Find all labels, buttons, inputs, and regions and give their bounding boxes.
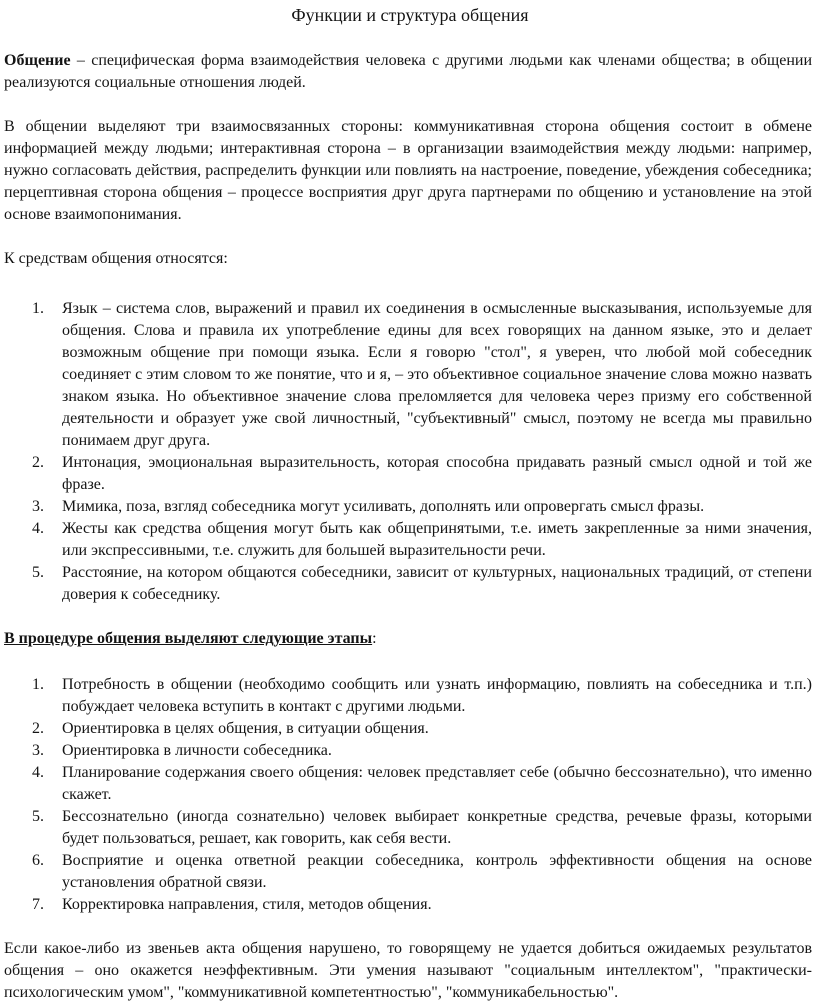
communication-sides-paragraph: В общении выделяют три взаимосвязанных стороны: коммуникативная сторона общения состоит в обмене информацией между людьми; интерактивная сторона – в организации взаимодействия между людьми: например, нужно согласовать действия, распределить функции или повлиять на настроение, поведение, убеждения собеседника; перцептивная сторона общения – процессе восприятия друг друга партнерами по общению и установление на этой основе взаимопонимания.: [4, 118, 812, 223]
list-item: [4, 452, 812, 496]
list-item: [4, 740, 812, 762]
stages-heading: В процедуре общения выделяют следующие этапы: [4, 630, 373, 647]
list-item: [4, 806, 812, 850]
stages-heading-paragraph: [4, 628, 812, 650]
list-item: [4, 496, 812, 518]
means-list: [4, 298, 816, 606]
page-title: Функции и структура общения: [291, 5, 529, 25]
list-number: 1.: [32, 676, 44, 693]
list-item: [4, 518, 812, 562]
means-intro: К средствам общения относятся:: [4, 250, 228, 267]
list-number: 4.: [32, 520, 44, 537]
list-item-text: Потребность в общении (необходимо сообщить или узнать информацию, повлиять на собеседника и т.п.) побуждает человека вступить в контакт с другими людьми.: [62, 676, 812, 715]
definition-paragraph: [4, 50, 812, 94]
list-item-text: Расстояние, на котором общаются собеседники, зависит от культурных, национальных традиций, от степени доверия к собеседнику.: [62, 564, 812, 603]
list-item: [4, 298, 812, 452]
list-item: [4, 894, 812, 916]
list-number: 1.: [32, 300, 44, 317]
stages-heading-colon: :: [372, 630, 377, 647]
list-item: [4, 762, 812, 806]
list-item-text: Жесты как средства общения могут быть как общепринятыми, т.е. иметь закрепленные за ними значения, или экспрессивными, т.е. служить для большей выразительности речи.: [62, 520, 812, 559]
list-number: 3.: [32, 498, 44, 515]
document-page: [0, 4, 816, 1001]
list-item-text: Ориентировка в личности собеседника.: [62, 742, 332, 759]
list-item: [4, 850, 812, 894]
list-item-text: Интонация, эмоциональная выразительность, которая способна придавать разный смысл одной и той же фразе.: [62, 454, 812, 493]
list-number: 5.: [32, 808, 44, 825]
stages-list: [4, 674, 816, 916]
list-item: [4, 718, 812, 740]
list-item: [4, 674, 812, 718]
list-item-text: Корректировка направления, стиля, методов общения.: [62, 896, 432, 913]
list-number: 3.: [32, 742, 44, 759]
list-item-text: Ориентировка в целях общения, в ситуации общения.: [62, 720, 429, 737]
list-number: 4.: [32, 764, 44, 781]
definition-term: Общение: [4, 52, 71, 69]
definition-text: – специфическая форма взаимодействия человека с другими людьми как членами общества; в общении реализуются социальные отношения людей.: [4, 52, 812, 91]
list-number: 7.: [32, 896, 44, 913]
list-item: [4, 562, 812, 606]
list-item-text: Бессознательно (иногда сознательно) человек выбирает конкретные средства, речевые фразы, которыми будет пользоваться, решает, как говорить, как себя вести.: [62, 808, 812, 847]
list-item-text: Мимика, поза, взгляд собеседника могут усиливать, дополнять или опровергать смысл фразы.: [62, 498, 705, 515]
conclusion-paragraph: Если какое-либо из звеньев акта общения нарушено, то говорящему не удается добиться ожидаемых результатов общения – оно окажется неэффективным. Эти умения называют "социальным интеллектом", "практически-психологическим умом", "коммуникативной компетентностью", "коммуникабельностью".: [4, 940, 812, 1001]
list-number: 2.: [32, 454, 44, 471]
list-item-text: Язык – система слов, выражений и правил их соединения в осмысленные высказывания, используемые для общения. Слова и правила их употребление едины для всех говорящих на данном языке, это и делает возможным общение при помощи языка. Если я говорю "стол", я уверен, что любой мой собеседник соединяет с этим словом то же понятие, что и я, – это объективное социальное значение слова можно назвать знаком языка. Но объективное значение слова преломляется для человека через призму его собственной деятельности и образует уже свой личностный, "субъективный" смысл, поэтому не всегда мы правильно понимаем друг друга.: [62, 300, 812, 449]
list-item-text: Планирование содержания своего общения: человек представляет себе (обычно бессознательно), что именно скажет.: [62, 764, 812, 803]
list-item-text: Восприятие и оценка ответной реакции собеседника, контроль эффективности общения на основе установления обратной связи.: [62, 852, 812, 891]
list-number: 6.: [32, 852, 44, 869]
list-number: 5.: [32, 564, 44, 581]
list-number: 2.: [32, 720, 44, 737]
